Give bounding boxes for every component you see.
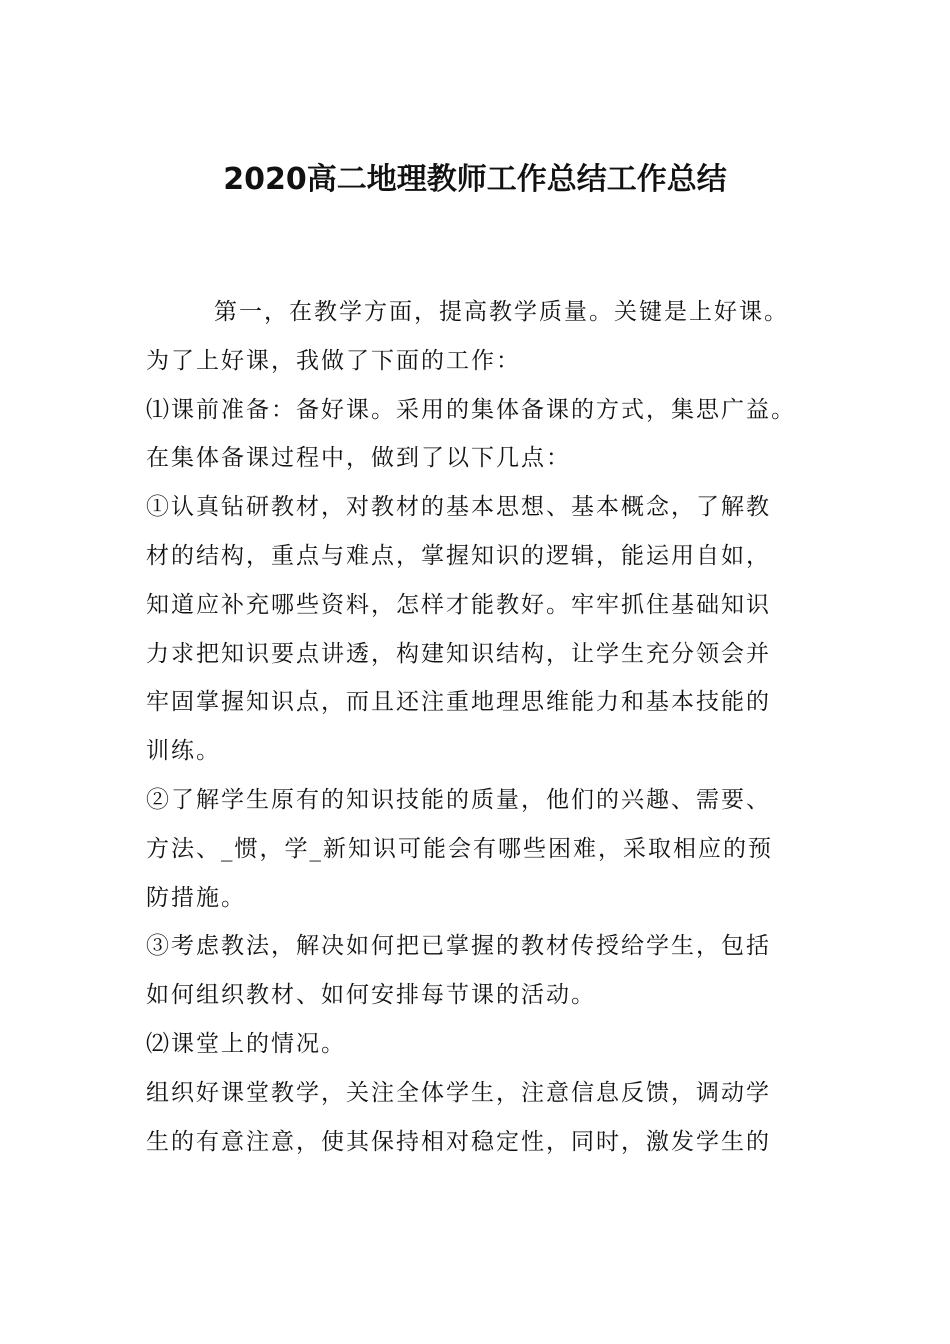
paragraph-line: 为了上好课，我做了下面的工作： <box>146 347 521 374</box>
paragraph-line: 防措施。 <box>146 884 246 911</box>
paragraph-line: 在集体备课过程中，做到了以下几点： <box>146 445 571 472</box>
paragraph-line: 材的结构，重点与难点，掌握知识的逻辑，能运用自如， <box>146 542 771 569</box>
paragraph-line: 知道应补充哪些资料，怎样才能教好。牢牢抓住基础知识 <box>146 591 771 618</box>
paragraph-line: 方法、_惯，学_新知识可能会有哪些困难，采取相应的预 <box>146 835 773 862</box>
paragraph-line: 第一，在教学方面，提高教学质量。关键是上好课。 <box>214 299 789 325</box>
paragraph-line: 如何组织教材、如何安排每节课的活动。 <box>146 982 596 1009</box>
paragraph-line: ③考虑教法，解决如何把已掌握的教材传授给学生，包括 <box>146 933 771 960</box>
paragraph-line: 生的有意注意，使其保持相对稳定性，同时，激发学生的 <box>146 1128 771 1155</box>
document-body <box>146 288 831 1166</box>
paragraph-line: ⑵课堂上的情况。 <box>146 1030 346 1057</box>
paragraph-line: 力求把知识要点讲透，构建知识结构，让学生充分领会并 <box>146 640 771 667</box>
paragraph-line: ②了解学生原有的知识技能的质量，他们的兴趣、需要、 <box>146 786 771 813</box>
paragraph-line: 牢固掌握知识点，而且还注重地理思维能力和基本技能的 <box>146 689 771 716</box>
paragraph-line: 组织好课堂教学，关注全体学生，注意信息反馈，调动学 <box>146 1079 771 1106</box>
paragraph-line: ①认真钻研教材，对教材的基本思想、基本概念，了解教 <box>146 494 771 521</box>
paragraph-line: 训练。 <box>146 738 221 765</box>
document-title: 2020高二地理教师工作总结工作总结 <box>223 162 727 197</box>
paragraph-line: ⑴课前准备：备好课。采用的集体备课的方式，集思广益。 <box>146 396 796 423</box>
